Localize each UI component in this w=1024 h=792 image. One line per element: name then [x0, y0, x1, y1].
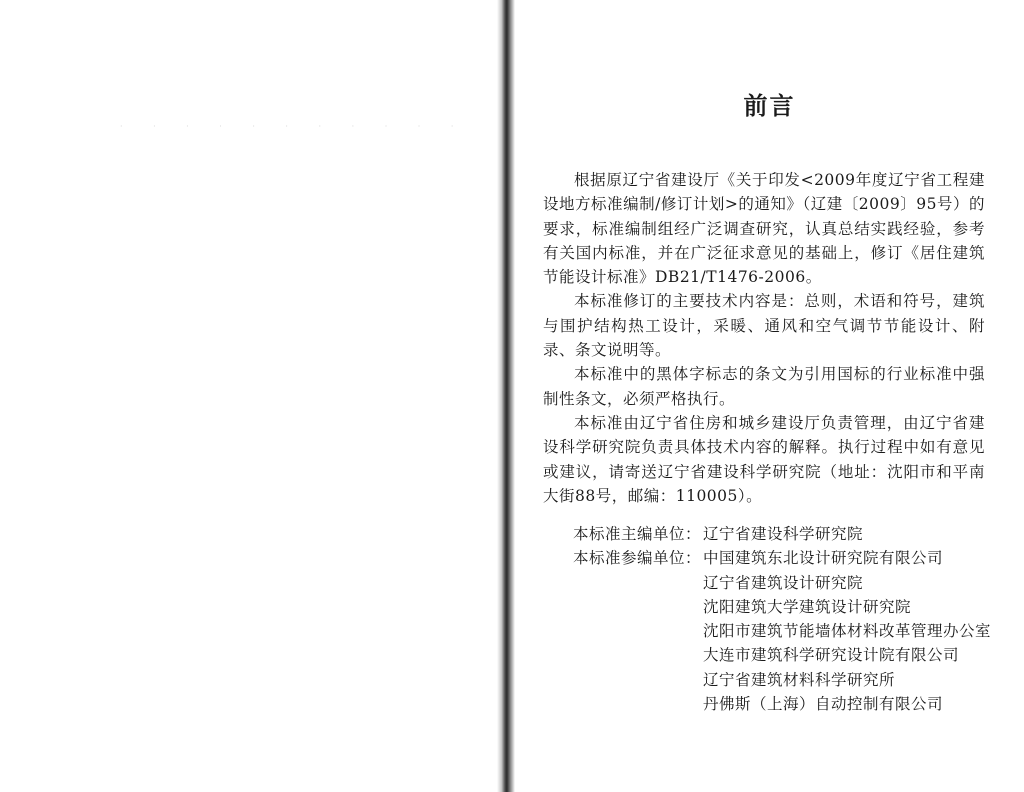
chief-editor-label: 本标准主编单位： [573, 525, 702, 543]
participating-row [573, 643, 1003, 667]
editing-units [573, 522, 1003, 716]
book-spine-gutter [497, 0, 515, 792]
participating-unit: 沈阳建筑大学建筑设计研究院 [703, 597, 912, 616]
participating-label: 本标准参编单位： [573, 549, 702, 568]
participating-row [573, 619, 1003, 643]
preface-paragraph: 本标准中的黑体字标志的条文为引用国标的行业标准中强制性条文，必须严格执行。 [543, 365, 985, 408]
participating-row [573, 668, 1003, 692]
bleed-through-marks: · · · · · · · · · · · [120, 122, 468, 131]
participating-unit: 中国建筑东北设计研究院有限公司 [703, 549, 944, 568]
participating-row [573, 595, 1003, 619]
preface-body [543, 168, 985, 508]
participating-unit: 丹佛斯（上海）自动控制有限公司 [703, 695, 944, 714]
participating-row [573, 546, 1003, 570]
page-title: 前言 [743, 91, 796, 120]
left-blank-page [0, 0, 497, 792]
participating-unit: 辽宁省建筑设计研究院 [703, 573, 864, 592]
preface-paragraph: 根据原辽宁省建设厅《关于印发<2009年度辽宁省工程建设地方标准编制/修订计划>的通知》（辽建〔2009〕95号）的要求，标准编制组经广泛调查研究，认真总结实践经验，参考有关国内标准，并在广泛征求意见的基础上，修订《居住建筑节能设计标准》DB21/T1476-2006。 [543, 171, 985, 287]
participating-row [573, 571, 1003, 595]
participating-unit: 辽宁省建筑材料科学研究所 [703, 670, 896, 689]
preface-paragraph: 本标准修订的主要技术内容是：总则，术语和符号，建筑与围护结构热工设计，采暖、通风和空气调节节能设计、附录、条文说明等。 [543, 292, 985, 360]
chief-editor-value: 辽宁省建设科学研究院 [703, 525, 864, 543]
participating-unit: 大连市建筑科学研究设计院有限公司 [703, 646, 960, 665]
participating-row [573, 692, 1003, 716]
participating-unit: 沈阳市建筑节能墙体材料改革管理办公室 [703, 622, 992, 641]
right-page [515, 0, 1024, 792]
chief-editor-row [573, 522, 1003, 546]
preface-paragraph: 本标准由辽宁省住房和城乡建设厅负责管理，由辽宁省建设科学研究院负责具体技术内容的解释。执行过程中如有意见或建议，请寄送辽宁省建设科学研究院（地址：沈阳市和平南大街88号，邮编：110005）。 [543, 413, 985, 505]
